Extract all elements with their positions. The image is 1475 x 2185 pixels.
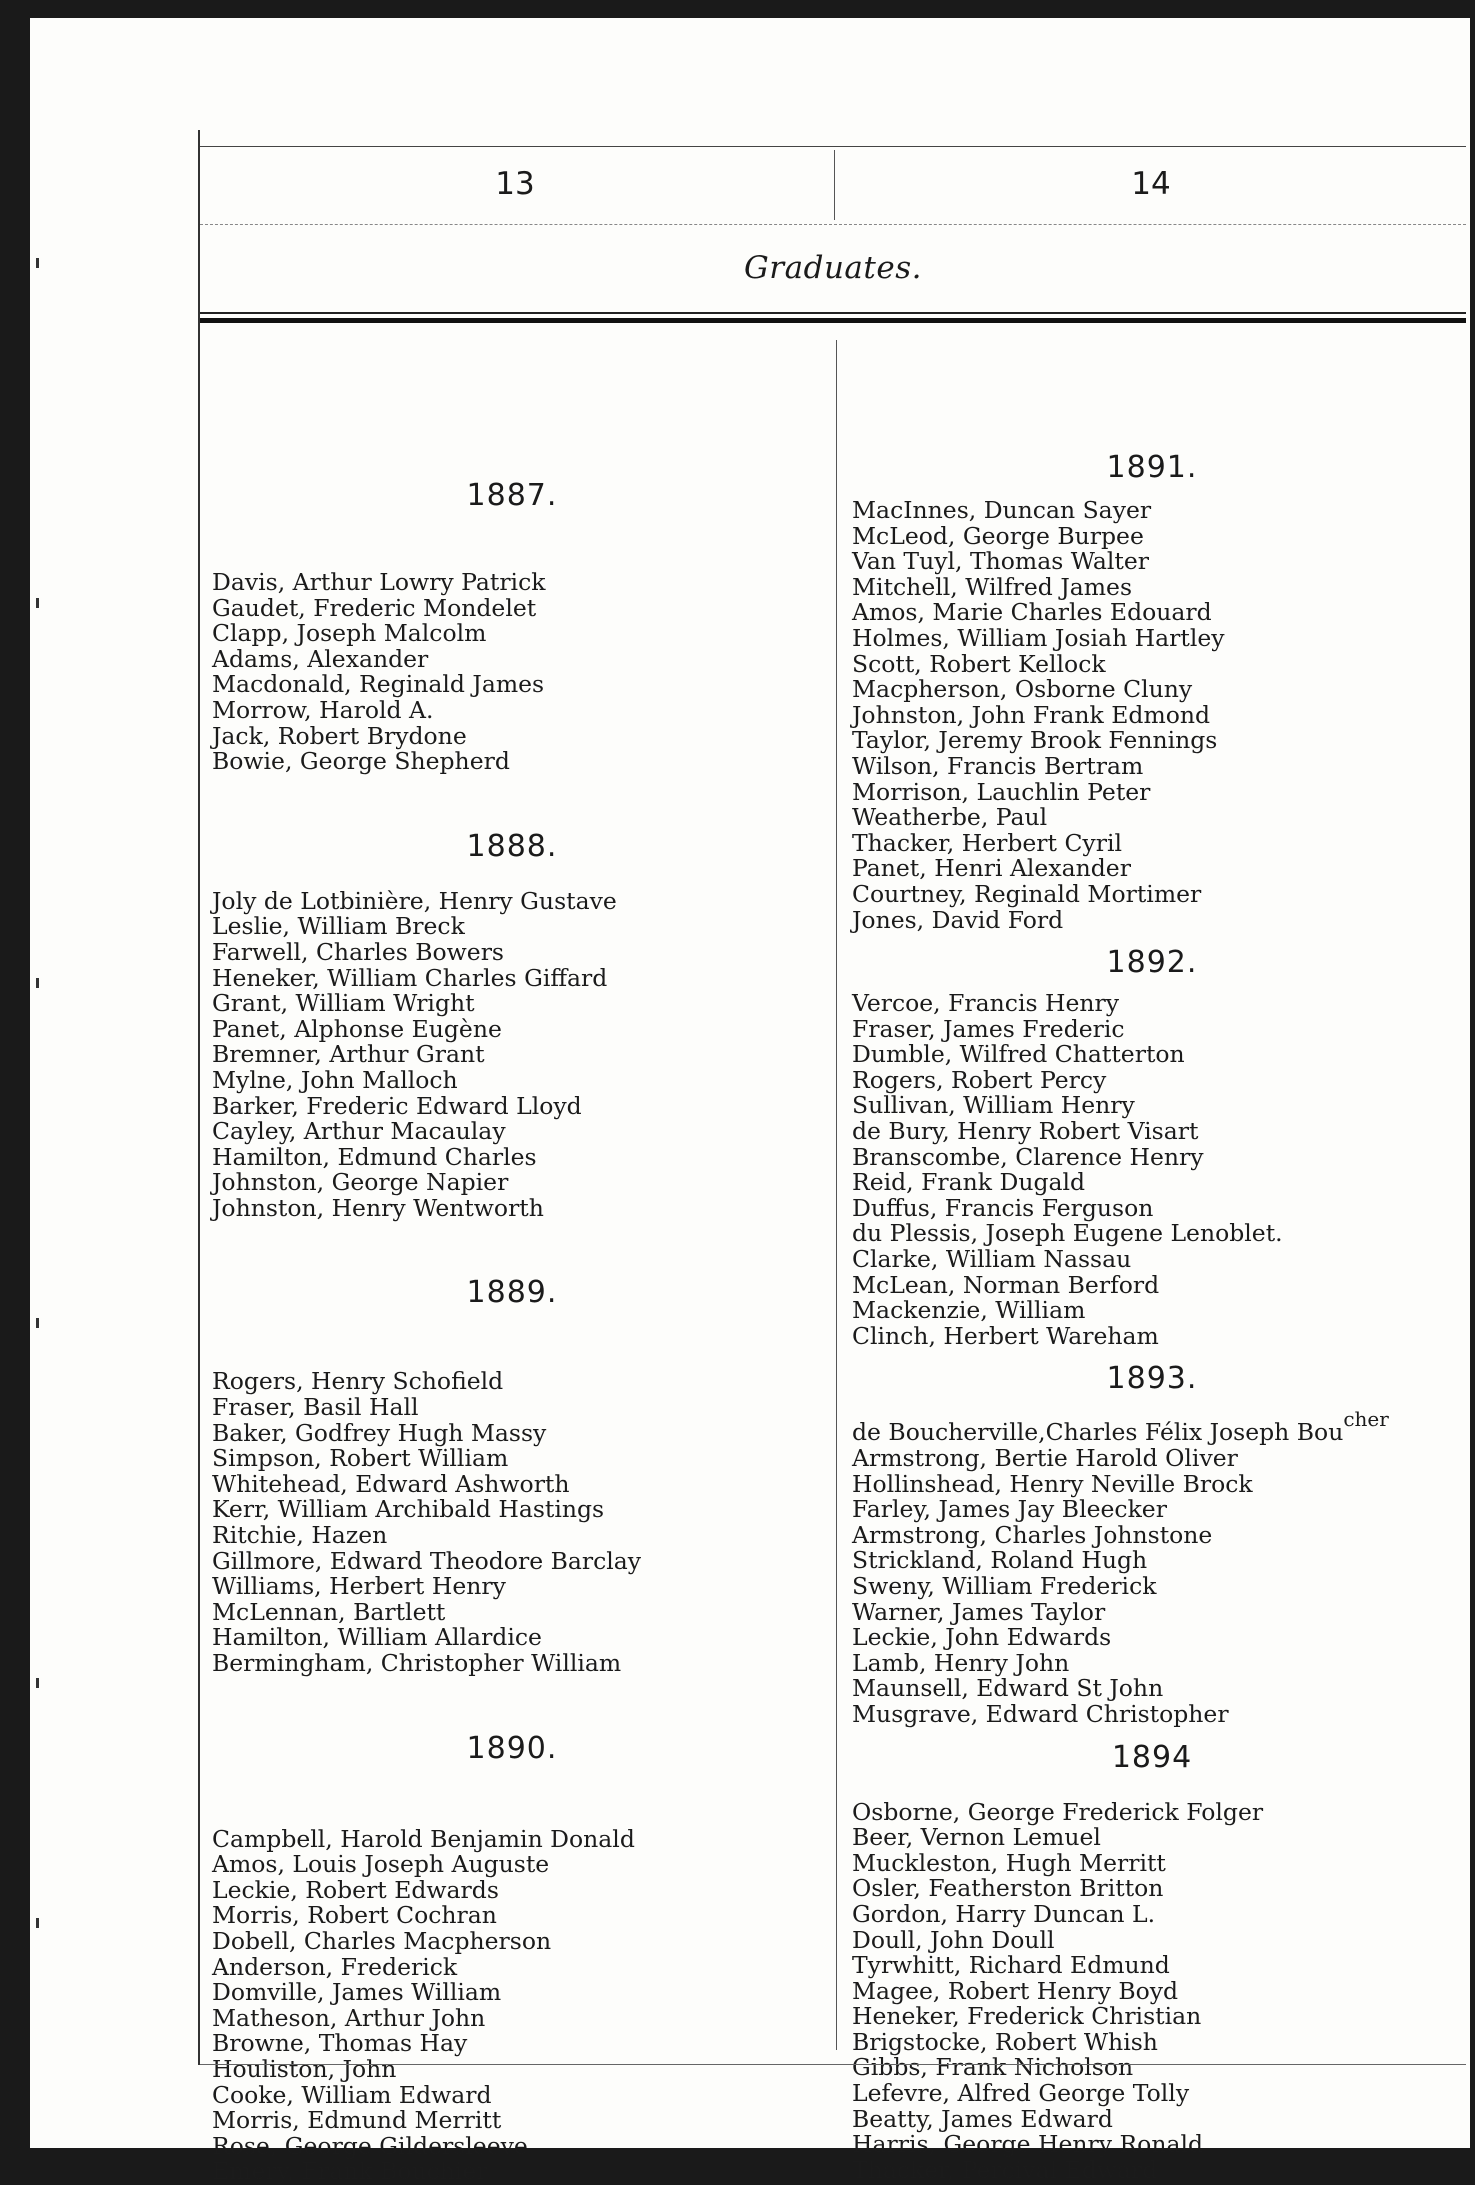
graduate-name: Morrow, Harold A. [212,695,434,724]
graduate-name: Leckie, Robert Edwards [212,1875,499,1904]
graduate-name: Wilson, Francis Bertram [852,751,1144,780]
graduate-name: Gaudet, Frederic Mondelet [212,593,537,622]
graduate-name: Magee, Robert Henry Boyd [852,1976,1179,2005]
graduate-name: Bermingham, Christopher William [212,1649,622,1677]
graduate-name: Courtney, Reginald Mortimer [852,879,1202,908]
year-block-1892 [852,943,1452,1349]
graduate-name-main: de Boucherville,Charles Félix Joseph Bou [852,1418,1344,1447]
graduate-name: Campbell, Harold Benjamin Donald [212,1824,635,1853]
header-thin-rule [200,312,1466,314]
graduate-name [852,1407,1452,1446]
graduate-name: Hamilton, William Allardice [212,1623,542,1652]
graduate-name: Amos, Marie Charles Edouard [852,598,1212,627]
graduate-name: Harris, George Henry Ronald [852,2130,1204,2159]
graduate-name: Kerr, William Archibald Hastings [212,1495,605,1524]
graduate-name: McLeod, George Burpee [852,521,1144,550]
graduate-name: Rogers, Henry Schofield [212,1367,504,1396]
graduate-name: Dumble, Wilfred Chatterton [852,1040,1185,1069]
table-frame [198,130,1466,2185]
year-block-1888 [212,827,812,1222]
graduate-name: Lefevre, Alfred George Tolly [852,2079,1190,2108]
graduate-name: Grant, William Wright [212,989,475,1018]
year-heading: 1889. [466,1275,558,1311]
page-header [200,146,1466,326]
header-top-rule [200,146,1466,147]
graduate-name: Morris, Robert Cochran [212,1901,497,1930]
graduate-name: Bremner, Arthur Grant [212,1040,485,1069]
header-middle-rule [200,224,1466,225]
year-block-1891 [852,448,1452,933]
graduate-name: Duffus, Francis Ferguson [852,1193,1154,1222]
graduate-name: Beatty, James Edward [852,2104,1113,2133]
graduate-name: Whitehead, Edward Ashworth [212,1469,570,1498]
graduate-name: McLennan, Bartlett [212,1597,446,1626]
graduate-name: Johnston, John Frank Edmond [852,700,1211,729]
graduate-name: Panet, Alphonse Eugène [212,1014,502,1043]
graduate-name: Lamb, Henry John [852,1648,1070,1677]
graduate-name: Armstrong, Charles Johnstone [852,1520,1213,1549]
graduate-name: Osler, Featherston Britton [852,1874,1164,1903]
year-heading: 1893. [1106,1361,1198,1397]
graduate-name: du Plessis, Joseph Eugene Lenoblet. [852,1219,1283,1248]
graduate-name: de Bury, Henry Robert Visart [852,1117,1199,1146]
graduate-list [852,991,1452,1349]
bottom-rule [200,2064,1466,2065]
graduate-name: Heneker, Frederick Christian [852,2002,1202,2031]
year-block-1890 [212,1729,812,2185]
graduate-list [852,1407,1452,1727]
graduate-name: Fraser, Basil Hall [212,1393,419,1422]
graduate-name: McLean, Norman Berford [852,1270,1160,1299]
graduate-list [852,1797,1452,2184]
graduate-name: Simpson, Robert William [212,1444,509,1473]
graduate-name: Houliston, John [212,2054,397,2083]
graduate-name: Farley, James Jay Bleecker [852,1495,1167,1524]
header-column-divider [834,150,835,220]
year-heading: 1888. [466,828,558,864]
graduate-name: Adams, Alexander [212,644,429,673]
graduate-name: Branscombe, Clarence Henry [852,1142,1204,1171]
graduate-name: Johnston, Henry Wentworth [212,1193,544,1222]
graduate-name: Osborne, George Frederick Folger [852,1797,1264,1826]
year-block-1893 [852,1359,1452,1727]
graduate-name: Beer, Vernon Lemuel [852,1823,1101,1852]
section-title: Graduates. [744,250,922,286]
graduate-name: Muckleston, Hugh Merritt [852,1848,1166,1877]
graduate-list [852,498,1452,933]
graduate-name: Leslie, William Breck [212,912,465,941]
document-page [30,18,1470,2185]
graduate-name: Macpherson, Osborne Cluny [852,675,1193,704]
graduate-name: Farwell, Charles Bowers [212,937,504,966]
graduate-name: Strickland, Roland Hugh [852,1546,1148,1575]
graduate-name: Taylor, Jeremy Brook Fennings [852,726,1218,755]
graduate-name: Brigstocke, Robert Whish [852,2027,1158,2056]
graduate-name: Jones, David Ford [852,905,1064,934]
graduate-name: Williams, Herbert Henry [212,1572,506,1601]
graduate-name: Doull, John Doull [852,1925,1055,1954]
graduate-name: Thacker, Herbert Cyril [852,828,1122,857]
year-heading: 1890. [466,1730,558,1766]
graduate-name: Clarke, William Nassau [852,1245,1132,1274]
graduate-name: Cayley, Arthur Macaulay [212,1117,506,1146]
graduate-name: Tyrwhitt, Richard Edmund [852,1951,1170,1980]
year-block-1887 [212,476,812,775]
graduate-name: Mitchell, Wilfred James [852,572,1133,601]
graduate-name: Thacker, Percival Edward [852,2155,1158,2184]
graduate-list [212,570,812,775]
graduate-list [212,1824,812,2185]
graduate-name: Reid, Frank Dugald [852,1168,1086,1197]
column-divider [836,340,837,2050]
graduate-name: Rose, George Gildersleeve [212,2131,528,2160]
graduate-name: Ritchie, Hazen [212,1521,388,1550]
graduate-name: Hamilton, Edmund Charles [212,1142,537,1171]
graduate-name: Clinch, Herbert Wareham [852,1321,1159,1350]
graduate-name: Macdonald, Reginald James [212,670,545,699]
right-column [852,326,1452,2183]
graduate-name: Morrison, Lauchlin Peter [852,777,1151,806]
year-heading: 1892. [1106,945,1198,981]
graduate-name: Clapp, Joseph Malcolm [212,619,487,648]
graduate-name: Leckie, John Edwards [852,1623,1112,1652]
graduate-name: Sweny, William Frederick [852,1571,1157,1600]
graduate-name: Domville, James William [212,1978,502,2007]
year-block-1889 [212,1273,812,1676]
page-edge-marks [36,218,42,2018]
graduate-name: Fraser, James Frederic [852,1014,1125,1043]
graduate-name: Panet, Henri Alexander [852,854,1131,883]
graduate-name: Sullivan, William Henry [852,1091,1135,1120]
graduate-name: Davis, Arthur Lowry Patrick [212,568,546,596]
graduate-name: Scott, Robert Kellock [852,649,1106,678]
graduate-name: Gillmore, Edward Theodore Barclay [212,1546,642,1575]
graduate-name: Anderson, Frederick [212,1952,458,1981]
graduate-name: Matheson, Arthur John [212,2003,486,2032]
year-heading: 1887. [466,478,558,513]
page-number-right: 14 [1131,166,1171,202]
graduate-name: Musgrave, Edward Christopher [852,1699,1229,1728]
graduate-name: Amos, Louis Joseph Auguste [212,1850,550,1879]
graduate-name: MacInnes, Duncan Sayer [852,496,1152,524]
graduate-name: Warner, James Taylor [852,1597,1106,1626]
graduate-name: Bowie, George Shepherd [212,747,510,776]
graduate-name: Heneker, William Charles Giffard [212,963,608,992]
graduate-name-overflow: cher [1343,1407,1389,1432]
graduate-name: Johnston, George Napier [212,1168,509,1197]
graduate-name: Mylne, John Malloch [212,1065,458,1094]
graduate-name: Gibbs, Frank Nicholson [852,2053,1134,2082]
graduate-name: Morris, Edmund Merritt [212,2106,502,2135]
graduate-name: Baker, Godfrey Hugh Massy [212,1418,547,1447]
graduate-name: Joly de Lotbinière, Henry Gustave [212,886,617,915]
page-number-left: 13 [495,166,535,202]
year-heading: 1894 [1111,1739,1193,1775]
graduate-name: Jack, Robert Brydone [212,721,467,750]
graduate-name: Hollinshead, Henry Neville Brock [852,1469,1253,1498]
graduate-name: Gordon, Harry Duncan L. [852,1899,1156,1928]
graduate-name: Armstrong, Bertie Harold Oliver [852,1444,1238,1472]
graduate-name: Emery, Frank Bouchier [212,2157,488,2185]
graduate-name: Barker, Frederic Edward Lloyd [212,1091,582,1120]
graduate-name: Dobell, Charles Macpherson [212,1926,552,1955]
year-block-1894 [852,1738,1452,2184]
graduate-name: Maunsell, Edward St John [852,1674,1164,1703]
left-column [212,326,812,2185]
graduate-name: Van Tuyl, Thomas Walter [852,547,1149,576]
graduate-name: Holmes, William Josiah Hartley [852,623,1225,652]
graduate-name: Browne, Thomas Hay [212,2029,468,2058]
graduate-name: Weatherbe, Paul [852,803,1048,832]
graduate-name: Rogers, Robert Percy [852,1065,1107,1094]
graduate-name: Mackenzie, William [852,1296,1086,1325]
header-thick-rule [200,318,1466,323]
graduate-list [212,1369,812,1676]
graduate-name: Cooke, William Edward [212,2080,492,2109]
graduate-name: Vercoe, Francis Henry [852,989,1120,1018]
graduate-list [212,886,812,1222]
year-heading: 1891. [1106,450,1198,485]
